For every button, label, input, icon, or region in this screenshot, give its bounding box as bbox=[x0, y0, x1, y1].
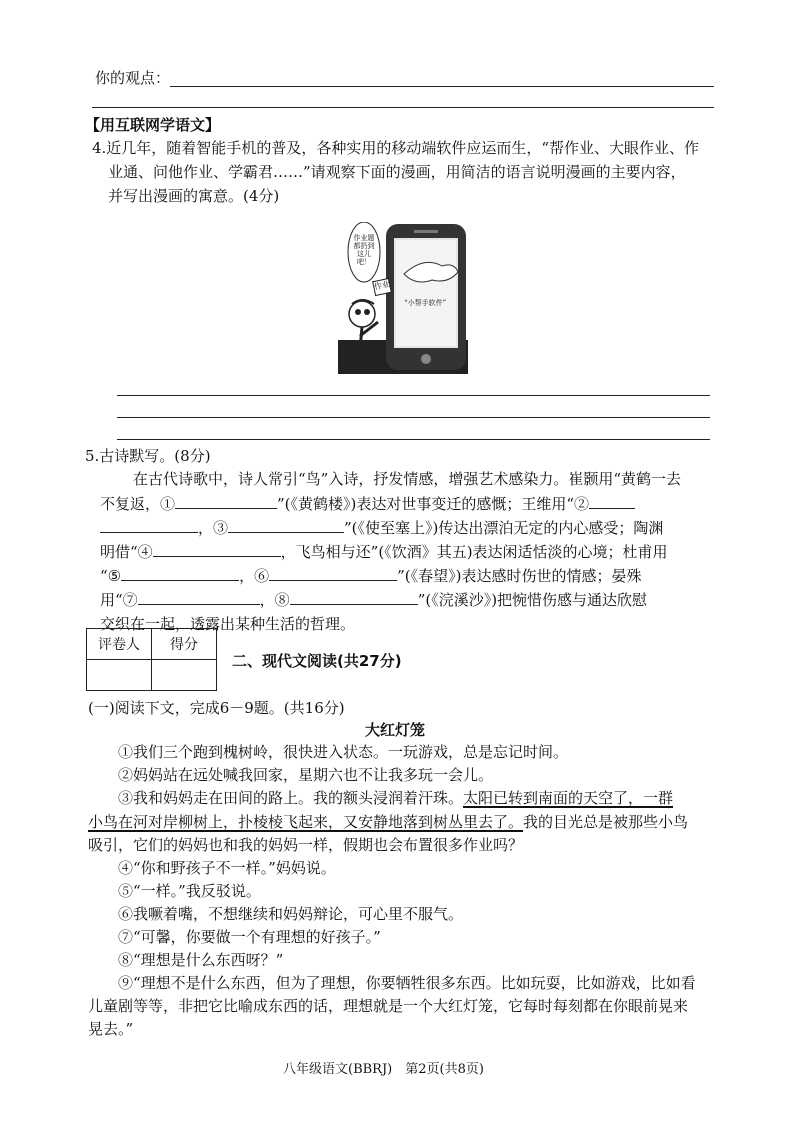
blank-8[interactable] bbox=[290, 590, 418, 605]
q5-line-6-a: 用“⑦ bbox=[100, 591, 138, 609]
score-label-grader: 评卷人 bbox=[87, 629, 152, 660]
q4-line-1: 4.近几年，随着智能手机的普及，各种实用的移动端软件应运而生，“帮作业、大眼作业、作 bbox=[92, 139, 699, 157]
q4-answer-line-1[interactable] bbox=[117, 395, 710, 396]
blank-4[interactable] bbox=[153, 542, 281, 557]
q5-line-5-a: “⑤ bbox=[100, 567, 122, 585]
blank-6[interactable] bbox=[269, 566, 397, 581]
q5-intro: 在古代诗歌中，诗人常引“鸟”入诗，抒发情感，增强艺术感染力。崔颢用“黄鹤一去 bbox=[133, 470, 682, 488]
opinion-answer-line[interactable] bbox=[170, 86, 714, 87]
article-p9-line-3: 晃去。” bbox=[88, 1020, 134, 1038]
article-title: 大红灯笼 bbox=[365, 721, 426, 739]
section-tag-internet: 【用互联网学语文】 bbox=[85, 116, 221, 134]
article-p2: ②妈妈站在远处喊我回家，星期六也不让我多玩一会儿。 bbox=[118, 766, 494, 784]
blank-2a[interactable] bbox=[589, 494, 635, 509]
q4-answer-line-3[interactable] bbox=[117, 439, 710, 440]
q5-line-2-b: ”(《黄鹤楼》)表达对世事变迁的感慨；王维用“② bbox=[277, 495, 590, 513]
q5-line-6-b: ，⑧ bbox=[259, 591, 290, 609]
article-p7: ⑦“可馨，你要做一个有理想的好孩子。” bbox=[118, 928, 381, 946]
q5-line-2 bbox=[100, 494, 635, 514]
blank-1[interactable] bbox=[175, 494, 277, 509]
blank-7[interactable] bbox=[138, 590, 260, 605]
cartoon-speech-text: 作业题都扔到这儿吧！ bbox=[353, 234, 375, 266]
section-2-title: 二、现代文阅读(共27分) bbox=[232, 652, 402, 670]
q5-line-5-b: ，⑥ bbox=[239, 567, 270, 585]
score-table bbox=[86, 628, 217, 691]
q5-line-4-b: ，飞鸟相与还”(《饮酒》其五)表达闲适恬淡的心境；杜甫用 bbox=[280, 543, 668, 561]
q5-heading: 5.古诗默写。(8分) bbox=[85, 447, 211, 465]
cartoon-phone-screen-text: “小帮手软件” bbox=[404, 299, 447, 307]
section-2-sub: (一)阅读下文，完成6－9题。(共16分) bbox=[88, 699, 345, 717]
page-footer: 八年级语文(BBRJ) 第2页(共8页) bbox=[283, 1062, 484, 1077]
article-p9-line-2: 儿童剧等等，非把它比喻成东西的话，理想就是一个大红灯笼，它每时每刻都在你眼前晃来 bbox=[88, 997, 689, 1015]
q5-line-6-c: ”(《浣溪沙》)把惋惜伤感与通达欣慰 bbox=[417, 591, 648, 609]
q4-answer-line-2[interactable] bbox=[117, 417, 710, 418]
article-p3-line-3: 吸引，它们的妈妈也和我的妈妈一样，假期也会布置很多作业吗？ bbox=[88, 836, 524, 854]
q5-line-7: 交织在一起，透露出某种生活的哲理。 bbox=[100, 615, 356, 633]
q5-line-4 bbox=[100, 542, 668, 562]
cartoon-illustration bbox=[338, 222, 468, 374]
article-p8: ⑧“理想是什么东西呀？” bbox=[118, 951, 284, 969]
article-p3-underlined-2: 小鸟在河对岸柳树上，扑棱棱飞起来，又安静地落到树丛里去了。 bbox=[88, 813, 524, 831]
q4-line-2: 业通、问他作业、学霸君……”请观察下面的漫画，用简洁的语言说明漫画的主要内容， bbox=[108, 163, 686, 181]
q4-line-3: 并写出漫画的寓意。(4分) bbox=[108, 187, 280, 205]
blank-2b[interactable] bbox=[100, 518, 198, 533]
blank-5[interactable] bbox=[121, 566, 239, 581]
blank-3[interactable] bbox=[228, 518, 344, 533]
q5-line-2-a: 不复返，① bbox=[100, 495, 176, 513]
article-p3-a: ③我和妈妈走在田间的路上。我的额头浸润着汗珠。 bbox=[118, 789, 464, 807]
q5-line-3-a: ，③ bbox=[198, 519, 229, 537]
article-p3-line-1 bbox=[118, 788, 673, 808]
article-p6: ⑥我噘着嘴，不想继续和妈妈辩论，可心里不服气。 bbox=[118, 905, 464, 923]
q5-line-3-b: ”(《使至塞上》)传达出漂泊无定的内心感受；陶渊 bbox=[344, 519, 664, 537]
article-p5: ⑤“一样。”我反驳说。 bbox=[118, 882, 261, 900]
cartoon-paper-text: 作业 bbox=[373, 279, 391, 292]
article-p4: ④“你和野孩子不一样。”妈妈说。 bbox=[118, 859, 336, 877]
q5-line-3 bbox=[100, 518, 663, 538]
q5-line-4-a: 明借“④ bbox=[100, 543, 153, 561]
article-p3-line-2 bbox=[88, 812, 688, 832]
q5-line-6 bbox=[100, 590, 647, 610]
grader-cell[interactable] bbox=[87, 660, 152, 691]
score-label-score: 得分 bbox=[152, 629, 217, 660]
score-cell[interactable] bbox=[152, 660, 217, 691]
article-p3-d: 我的目光总是被那些小鸟 bbox=[523, 813, 689, 831]
q5-line-5-c: ”(《春望》)表达感时伤世的情感；晏殊 bbox=[397, 567, 642, 585]
article-p9-line-1: ⑨“理想不是什么东西，但为了理想，你要牺牲很多东西。比如玩耍，比如游戏，比如看 bbox=[118, 974, 696, 992]
article-p1: ①我们三个跑到槐树岭，很快进入状态。一玩游戏，总是忘记时间。 bbox=[118, 743, 569, 761]
article-p3-underlined-1: 太阳已转到南面的天空了，一群 bbox=[463, 789, 674, 807]
q5-line-5 bbox=[100, 566, 642, 586]
opinion-answer-line-2[interactable] bbox=[92, 107, 714, 108]
opinion-label: 你的观点： bbox=[95, 69, 171, 87]
